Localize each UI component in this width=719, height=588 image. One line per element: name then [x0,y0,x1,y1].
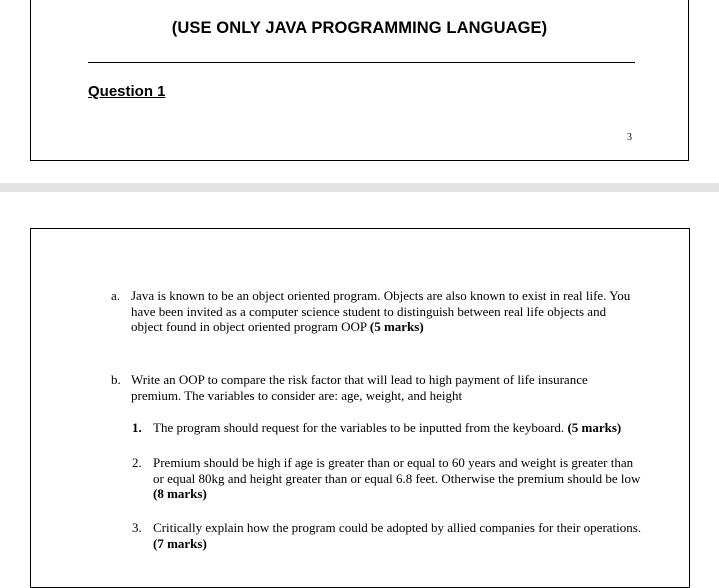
sub-item-1-marker: 1. [132,420,142,435]
item-b-body: Write an OOP to compare the risk factor that will lead to high payment of life insurance premium. The variables to consider are: age, weight, and height [131,372,588,403]
sub-item-3-marker: 3. [132,520,142,535]
sub-item-1-text: The program should request for the variables to be inputted from the keyboard. [153,420,568,435]
item-a-body [131,288,641,335]
page-number: 3 [627,132,632,143]
document-page-2 [30,228,690,588]
document-page-1 [30,0,689,161]
sub-item-3-marks: (7 marks) [153,535,207,551]
sub-item-3-body [153,520,643,551]
item-a-text: Java is known to be an object oriented program. Objects are also known to exist in real life. You have been invited as a computer science student to distinguish between real life objects and object found in object oriented program OOP [131,288,631,334]
item-a-marker: a. [111,288,121,303]
item-b-marker: b. [111,372,121,387]
page-heading: (USE ONLY JAVA PROGRAMMING LANGUAGE) [171,19,548,37]
sub-item-1-marks: (5 marks) [567,420,622,435]
page-gap [0,183,719,192]
sub-item-1-body [153,420,643,436]
heading-divider [88,62,635,63]
sub-item-2-text: Premium should be high if age is greater than or equal to 60 years and weight is greater than or equal 80kg and height greater than or equal 6.8 feet. Otherwise the premium should be low [153,455,641,486]
question-title: Question 1 [88,83,166,100]
sub-item-2-marker: 2. [132,455,142,470]
sub-item-2-marks: (8 marks) [153,486,207,501]
sub-item-3-text: Critically explain how the program could be adopted by allied companies for their operations. [153,520,642,535]
sub-item-2-body [153,455,643,502]
item-a-marks: (5 marks) [369,319,424,334]
